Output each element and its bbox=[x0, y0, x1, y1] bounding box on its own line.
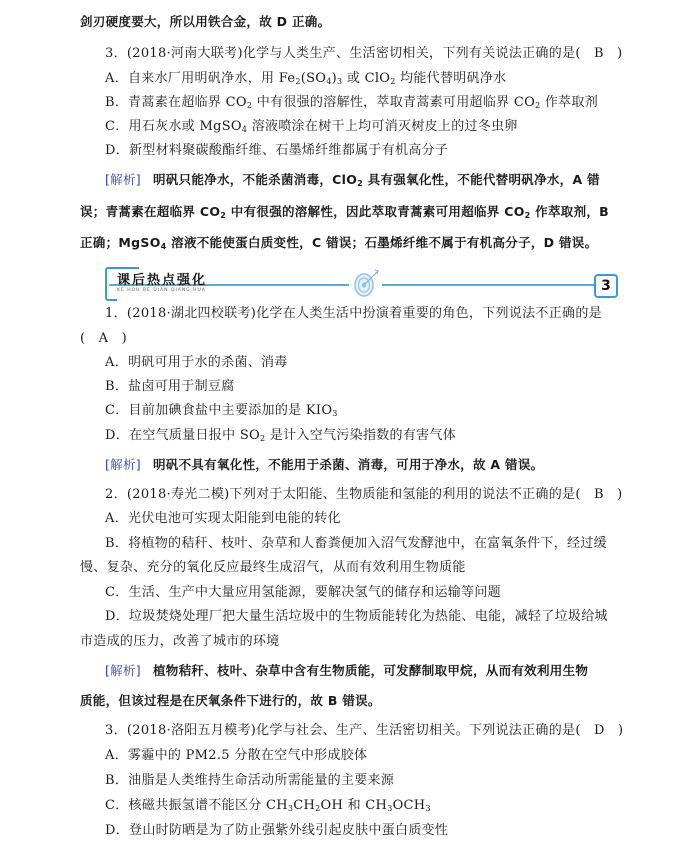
question-3-option-a: A．自来水厂用明矾净水，用 $Fe_2(SO_4)_3$ 或 ClO$_2$ 均能代替明矾净水 bbox=[105, 71, 507, 86]
question-1-option-c: C．目前加碘食盐中主要添加的是 $KIO_3$ bbox=[105, 403, 338, 418]
analysis-tag: [解析] bbox=[105, 457, 141, 472]
analysis-tag: [解析] bbox=[105, 663, 141, 678]
question-3-analysis-line-3: 正确；MgSO$_4$ 溶液不能使蛋白质变性，C 错误；石墨烯纤维不属于有机高分子，D 错误。 bbox=[80, 235, 598, 251]
question-1-option-a: A．明矾可用于水的杀菌、消毒 bbox=[105, 355, 288, 370]
analysis-tag: [解析] bbox=[105, 172, 141, 187]
banner-number-badge: 3 bbox=[594, 274, 618, 298]
banner-rule-right bbox=[382, 284, 594, 286]
paragraph-tail: 剑刃硬度要大，所以用铁合金，故 D 正确。 bbox=[80, 14, 331, 29]
question-2-option-d-line-1: D．垃圾焚烧处理厂把大量生活垃圾中的生物质能转化为热能、电能，减轻了垃圾给城 bbox=[105, 609, 608, 624]
question-1-option-d: D．在空气质量日报中 $SO_2$ 是计入空气污染指数的有害气体 bbox=[105, 428, 457, 443]
question-3b-option-c: C．核磁共振氢谱不能区分 $CH_3CH_2OH$ 和 $CH_3OCH_3$ bbox=[105, 798, 431, 813]
question-2-option-b-line-1: B．将植物的秸秆、枝叶、杂草和人畜粪便加入沼气发酵池中，在富氧条件下，经过缓 bbox=[105, 536, 607, 551]
section-banner bbox=[105, 265, 620, 301]
question-3-option-b: B．青蒿素在超临界 $CO_2$ 中有很强的溶解性，萃取青蒿素可用超临界 $CO_2$ 作萃取剂 bbox=[105, 95, 599, 110]
target-icon bbox=[351, 267, 381, 299]
question-3b-stem: 3．(2018·洛阳五月模考)化学与社会、生产、生活密切相关。下列说法正确的是( D ) bbox=[105, 723, 624, 738]
question-1-option-b: B．盐卤可用于制豆腐 bbox=[105, 379, 235, 394]
question-2-option-b-line-2: 慢、复杂、充分的氧化反应最终生成沼气，从而有效利用生物质能 bbox=[80, 560, 466, 575]
question-3-analysis-line-2: 误；青蒿素在超临界 $CO_2$ 中有很强的溶解性，因此萃取青蒿素可用超临界 $CO_2$ 作萃取剂，B bbox=[80, 204, 610, 220]
question-2-stem: 2．(2018·寿光二模)下列对于太阳能、生物质能和氢能的利用的说法不正确的是( B ) bbox=[105, 487, 623, 502]
question-3-option-d: D．新型材料聚碳酸酯纤维、石墨烯纤维都属于有机高分子 bbox=[105, 143, 449, 158]
question-1-stem-line-2: ( A ) bbox=[80, 331, 128, 346]
question-3-analysis-line-1: [解析] 明矾只能净水，不能杀菌消毒，ClO$_2$ 具有强氧化性，不能代替明矾净水，A 错 bbox=[105, 172, 600, 188]
question-2-option-c: C．生活、生产中大量应用氢能源，要解决氢气的储存和运输等问题 bbox=[105, 585, 501, 600]
question-2-option-a: A．光伏电池可实现太阳能到电能的转化 bbox=[105, 511, 341, 526]
question-2-analysis-line-2: 质能，但该过程是在厌氧条件下进行的，故 B 错误。 bbox=[80, 693, 381, 708]
question-2-option-d-line-2: 市造成的压力，改善了城市的环境 bbox=[80, 634, 280, 649]
question-3-option-c: C．用石灰水或 MgSO$_4$ 溶液喷涂在树干上均可消灭树皮上的过冬虫卵 bbox=[105, 119, 518, 134]
question-3-stem: 3．(2018·河南大联考)化学与人类生产、生活密切相关，下列有关说法正确的是( B ) bbox=[105, 46, 623, 61]
question-3b-option-a: A．雾霾中的 PM2.5 分散在空气中形成胶体 bbox=[105, 748, 368, 763]
banner-pinyin: KE HOU RE DIAN QIANG HUA bbox=[117, 288, 206, 293]
question-3b-option-b: B．油脂是人类维持生命活动所需能量的主要来源 bbox=[105, 773, 395, 788]
banner-title: 课后热点强化 bbox=[117, 273, 208, 288]
question-3b-option-d: D．登山时防晒是为了防止强紫外线引起皮肤中蛋白质变性 bbox=[105, 823, 449, 838]
question-2-analysis-line-1: [解析] 植物秸秆、枝叶、杂草中含有生物质能，可发酵制取甲烷，从而有效利用生物 bbox=[105, 663, 589, 678]
question-1-analysis: [解析] 明矾不具有氧化性，不能用于杀菌、消毒，可用于净水，故 A 错误。 bbox=[105, 457, 544, 472]
question-1-stem-line-1: 1．(2018·湖北四校联考)化学在人类生活中扮演着重要的角色，下列说法不正确的是 bbox=[105, 306, 602, 321]
